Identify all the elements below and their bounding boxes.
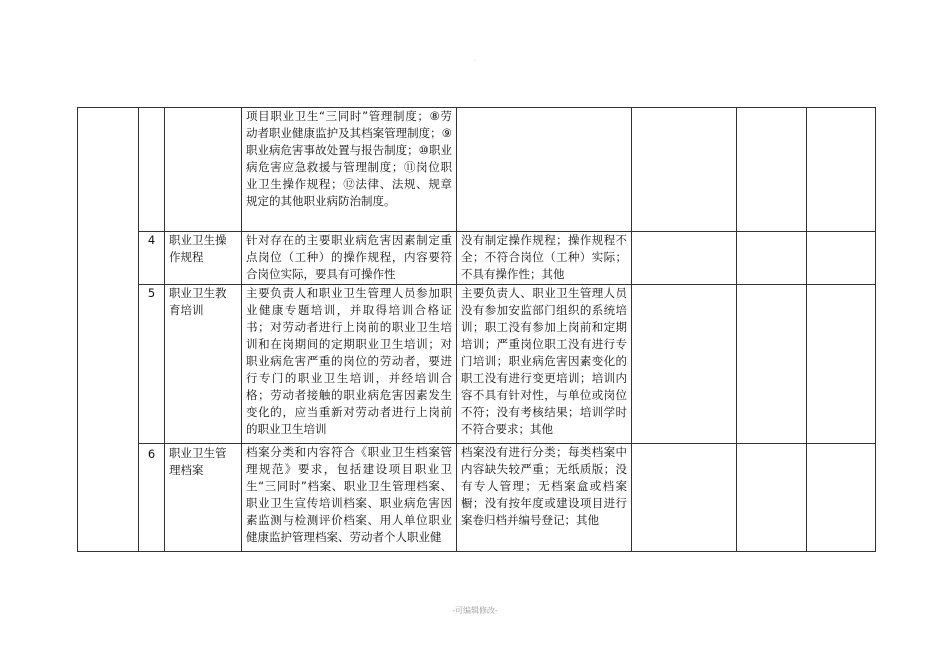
page-footer: -可编辑修改- (452, 606, 498, 615)
blank-cell (807, 232, 876, 285)
table-row (78, 232, 876, 285)
item-content: 档案分类和内容符合《职业卫生档案管理规范》要求，包括建设项目职业卫生“三同时”档案、职业卫生管理档案、职业卫生宣传培训档案、职业病危害因素监测与检测评价档案、用人单位职业健康监护管理档案、劳动者个人职业健 (242, 444, 457, 552)
item-issues (457, 108, 632, 232)
table-row (78, 444, 876, 552)
blank-cell (632, 232, 737, 285)
blank-cell (737, 108, 807, 232)
item-issues: 没有制定操作规程；操作规程不全；不符合岗位（工种）实际；不具有操作性；其他 (457, 232, 632, 285)
blank-cell (737, 444, 807, 552)
item-issues: 主要负责人、职业卫生管理人员没有参加安监部门组织的系统培训；职工没有参加上岗前和定期培训；严重岗位职工没有进行专门培训；职业病危害因素变化的职工没有进行变更培训；培训内容不具有针对性，与单位或岗位不符；没有考核结果；培训学时不符合要求；其他 (457, 285, 632, 444)
item-content: 项目职业卫生“三同时”管理制度；⑧劳动者职业健康监护及其档案管理制度；⑨职业病危害事故处置与报告制度；⑩职业病危害应急救援与管理制度；⑪岗位职业卫生操作规程；⑫法律、法规、规章规定的其他职业病防治制度。 (242, 108, 457, 232)
item-name: 职业卫生操作规程 (165, 232, 242, 285)
item-content: 针对存在的主要职业病危害因素制定重点岗位（工种）的操作规程，内容要符合岗位实际，要具有可操作性 (242, 232, 457, 285)
table-row (78, 108, 876, 232)
blank-cell (632, 444, 737, 552)
inspection-table (77, 107, 876, 552)
blank-cell (737, 285, 807, 444)
blank-cell (632, 285, 737, 444)
row-number (139, 108, 165, 232)
blank-cell (807, 444, 876, 552)
blank-cell (807, 285, 876, 444)
blank-cell (632, 108, 737, 232)
item-name: 职业卫生教育培训 (165, 285, 242, 444)
row-number: 5 (139, 285, 165, 444)
blank-cell (737, 232, 807, 285)
item-content: 主要负责人和职业卫生管理人员参加职业健康专题培训，并取得培训合格证书；对劳动者进行上岗前的职业卫生培训和在岗期间的定期职业卫生培训；对职业病危害严重的岗位的劳动者，要进行专门的职业卫生培训，并经培训合格；劳动者接触的职业病危害因素发生变化的，应当重新对劳动者进行上岗前的职业卫生培训 (242, 285, 457, 444)
row-number: 4 (139, 232, 165, 285)
item-name (165, 108, 242, 232)
blank-cell (78, 108, 139, 552)
top-mark: · (474, 58, 476, 65)
item-name: 职业卫生管理档案 (165, 444, 242, 552)
row-number: 6 (139, 444, 165, 552)
table-row (78, 285, 876, 444)
blank-cell (807, 108, 876, 232)
item-issues: 档案没有进行分类；每类档案中内容缺失较严重；无纸质版；没有专人管理；无档案盒或档案橱；没有按年度或建设项目进行案卷归档并编号登记；其他 (457, 444, 632, 552)
